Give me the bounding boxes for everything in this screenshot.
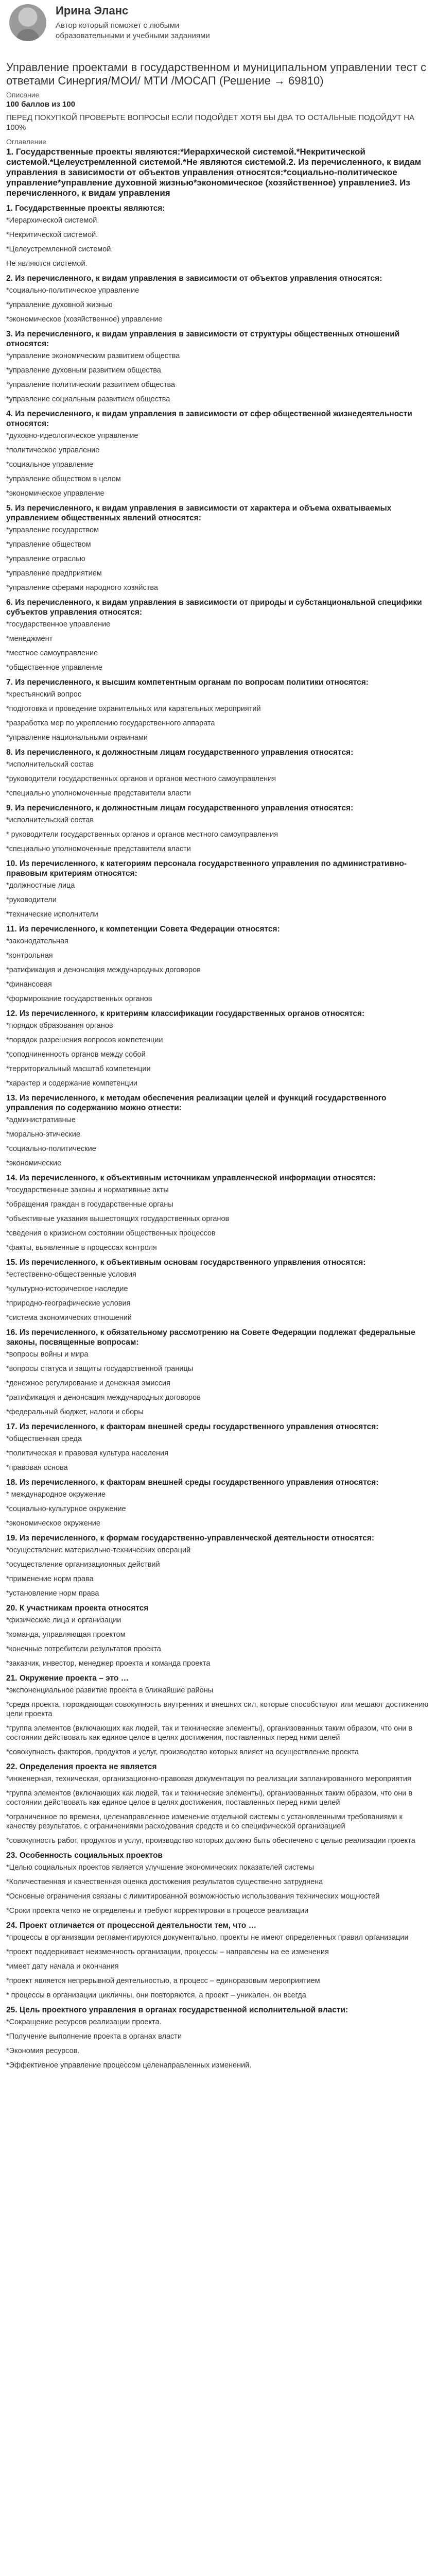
answer-option: *характер и содержание компетенции [6,1079,137,1088]
answer-option: *Получение выполнение проекта в органах власти [6,2032,182,2041]
answer-option: *управление государством [6,526,99,534]
author-name[interactable]: Ирина Эланс [56,4,129,17]
answer-option: *духовно-идеологическое управление [6,432,138,440]
answer-option: *государственное управление [6,620,111,629]
question-title: 15. Из перечисленного, к объективным основам государственного управления относятся: [6,1258,366,1267]
answer-option: *политическое управление [6,446,100,454]
answer-option: *ратификация и денонсация международных договоров [6,966,201,974]
question-item [6,1258,430,1323]
question-title: 25. Цель проектного управления в органах государственной исполнительной власти: [6,2006,348,2014]
answer-option: *экономическое управление [6,489,104,498]
question-title: 17. Из перечисленного, к факторам внешней среды государственного управления относятся: [6,1422,379,1431]
question-item [6,748,430,798]
question-title: 23. Особенность социальных проектов [6,1851,163,1860]
answer-option: *общественное управление [6,664,102,672]
question-item [6,409,430,498]
answer-option: *менеджмент [6,635,53,643]
question-item [6,1673,430,1757]
answer-option: *федеральный бюджет, налоги и сборы [6,1408,144,1416]
answer-option: *финансовая [6,980,52,989]
answer-option: *административные [6,1116,76,1124]
answer-option: *естественно-общественные условия [6,1270,136,1279]
answer-option: *управление отраслью [6,555,85,563]
answer-option: *контрольная [6,952,53,960]
question-item [6,803,430,854]
answer-option: *имеет дату начала и окончания [6,1962,119,1971]
author-description: Автор который поможет с любыми образовательными и учебными заданиями [56,21,210,40]
question-item [6,1851,430,1916]
question-item [6,1762,430,1845]
answer-option: *вопросы статуса и защиты государственной границы [6,1365,194,1373]
product-title: Управление проектами в государственном и муниципальном управлении тест с ответами Синергия/МОИ/ МТИ /МОСАП (Решение → 69810) [6,61,427,87]
question-title: 6. Из перечисленного, к видам управления в зависимости от природы и субстанциональной специфики субъектов управления относятся: [6,598,422,617]
question-title: 11. Из перечисленного, к компетенции Совета Федерации относятся: [6,925,280,934]
answer-option: *управление политическим развитием общества [6,381,176,389]
question-title: 1. Государственные проекты являются: [6,204,165,213]
question-title: 24. Проект отличается от процессной деятельности тем, что … [6,1921,257,1930]
question-item [6,1921,430,2000]
answer-option: *экономические [6,1159,62,1167]
answer-option: *крестьянский вопрос [6,690,82,699]
answer-option: *руководители [6,896,57,904]
answer-option: *применение норм права [6,1575,94,1583]
answer-option: *вопросы войны и мира [6,1350,89,1359]
answer-option: *разработка мер по укреплению государственного аппарата [6,719,215,727]
answer-option: *исполнительский состав [6,760,94,769]
question-item [6,1009,430,1088]
answer-option: *формирование государственных органов [6,995,152,1003]
answer-option: *правовая основа [6,1464,68,1472]
question-item [6,859,430,919]
answer-option: *обращения граждан в государственные органы [6,1200,173,1209]
question-item [6,2005,430,2070]
answer-option: *законодательная [6,937,68,945]
question-title: 2. Из перечисленного, к видам управления в зависимости от объектов управления относятся: [6,274,382,283]
answer-option: * процессы в организации цикличны, они повторяются, а проект – уникален, он всегда [6,1991,306,1999]
question-title: 8. Из перечисленного, к должностным лицам государственного управления относятся: [6,748,354,757]
question-item [6,274,430,324]
question-item [6,1603,430,1668]
answer-option: * руководители государственных органов и органов местного самоуправления [6,831,278,839]
question-title: 12. Из перечисленного, к критериям классификации государственных органов относятся: [6,1009,365,1018]
answer-option: *социально-политическое управление [6,286,139,295]
author-avatar[interactable] [9,4,46,41]
question-item [6,329,430,404]
question-title: 9. Из перечисленного, к должностным лицам государственного управления относятся: [6,804,354,812]
answer-option: *команда, управляющая проектом [6,1631,126,1639]
toc-text: 1. Государственные проекты являются:*Иерархической системой.*Некритической системой.*Целеустремленной системой.*Не являются системой.2. Из перечисленного, к видам управления в зависимости от объектов управления относятся:*социально-политическое управление*управление духовной жизнью*экономическое (хозяйственное) управление3. Из перечисленного, к видам управления [6,147,422,198]
answer-option: *факты, выявленные в процессах контроля [6,1244,157,1252]
answer-option: *управление социальным развитием общества [6,395,170,403]
answer-option: *соподчиненность органов между собой [6,1050,146,1059]
answer-option: *политическая и правовая культура населения [6,1449,168,1458]
question-item [6,1533,430,1598]
question-title: 3. Из перечисленного, к видам управления в зависимости от структуры общественных отношений относятся: [6,330,400,348]
answer-option: *осуществление материально-технических операций [6,1546,191,1554]
toc-label: Оглавление [6,138,47,146]
question-item [6,1422,430,1472]
answer-option: *общественная среда [6,1435,82,1443]
answer-option: *управление национальными окраинами [6,734,148,742]
question-title: 16. Из перечисленного, к обязательному рассмотрению на Совете Федерации подлежат федеральные законы, посвященные вопросам: [6,1328,415,1347]
question-title: 10. Из перечисленного, к категориям персонала государственного управления по административно-правовым критериям относятся: [6,859,407,878]
answer-option: *социально-политические [6,1145,96,1153]
question-title: 22. Определения проекта не является [6,1762,157,1771]
question-title: 19. Из перечисленного, к формам государственно-управленческой деятельности относятся: [6,1534,375,1543]
answer-option: Не являются системой. [6,260,88,268]
answer-option: *порядок образования органов [6,1022,113,1030]
question-item [6,598,430,672]
answer-option: *Экономия ресурсов. [6,2047,80,2055]
question-title: 18. Из перечисленного, к факторам внешней среды государственного управления относятся: [6,1478,379,1487]
answer-option: *осуществление организационных действий [6,1561,160,1569]
answer-option: *территориальный масштаб компетенции [6,1065,151,1073]
answer-option: *конечные потребители результатов проекта [6,1645,161,1653]
answer-option: *природно-географические условия [6,1299,131,1308]
answer-option: *специально уполномоченные представители власти [6,845,191,853]
answer-option: *руководители государственных органов и органов местного самоуправления [6,775,276,783]
question-title: 4. Из перечисленного, к видам управления в зависимости от сфер общественной жизнедеятельности относятся: [6,410,412,428]
question-item [6,1478,430,1528]
answer-option: *Сокращение ресурсов реализации проекта. [6,2018,162,2026]
answer-option: *совокупность работ, продуктов и услуг, производство которых должно быть обеспечено с целью реализации проекта [6,1837,415,1845]
answer-option: *управление предприятием [6,569,102,578]
description-label: Описание [6,91,40,99]
answer-option: *объективные указания вышестоящих государственных органов [6,1215,230,1223]
answer-option: *среда проекта, порождающая совокупность внутренних и внешних сил, которые способствуют или мешают достижению цели проекта [6,1701,429,1718]
answer-option: *система экономических отношений [6,1314,132,1322]
answer-option: *управление духовной жизнью [6,301,113,309]
answer-option: *культурно-историческое наследие [6,1285,128,1293]
answer-option: *совокупность факторов, продуктов и услуг, производство которых влияет на осуществление проекта [6,1748,359,1756]
answer-option: *группа элементов (включающих как людей, так и технические элементы), организованных таким образом, что они в состоянии действовать как единое целое в целях достижения, поставленных перед ними целей [6,1789,413,1807]
answer-option: * международное окружение [6,1490,106,1499]
answer-option: *технические исполнители [6,910,98,919]
question-item [6,1173,430,1252]
answer-option: *проект поддерживает неизменность организации, процессы – направлены на ее изменения [6,1948,329,1956]
answer-option: *специально уполномоченные представители власти [6,789,191,798]
answer-option: *Количественная и качественная оценка достижения результатов существенно затруднена [6,1878,323,1886]
answer-option: *Сроки проекта четко не определены и требуют корректировки в процессе реализации [6,1907,309,1915]
answer-option: *проект является непрерывной деятельностью, а процесс – единоразовым мероприятием [6,1977,320,1985]
score-text: 100 баллов из 100 [6,100,76,109]
answer-option: *группа элементов (включающих как людей, так и технические элементы), организованных таким образом, что они в состоянии действовать как единое целое в целях достижения, поставленных перед ними целей [6,1724,413,1742]
question-title: 14. Из перечисленного, к объективным источникам управленческой информации относятся: [6,1174,376,1182]
answer-option: *подготовка и проведение охранительных или карательных мероприятий [6,705,261,713]
author-header [0,0,436,57]
answer-option: *процессы в организации регламентируются документально, проекты не имеют определенных правил организации [6,1934,409,1942]
question-title: 5. Из перечисленного, к видам управления в зависимости от характера и объема охватываемых управлением общественных явлений относятся: [6,504,392,522]
answer-option: *сведения о кризисном состоянии общественных процессов [6,1229,216,1238]
question-title: 13. Из перечисленного, к методам обеспечения реализации целей и функций государственного управления по содержанию можно отнести: [6,1094,387,1112]
answer-option: *инженерная, техническая, организационно-правовая документация по реализации запланированного мероприятия [6,1775,411,1783]
answer-option: *ограниченное по времени, целенаправленное изменение отдельной системы с установленными требованиями к качеству результатов, с ограничениями расходования средств и со специфической организацией [6,1813,403,1831]
answer-option: *исполнительский состав [6,816,94,824]
notice-text: ПЕРЕД ПОКУПКОЙ ПРОВЕРЬТЕ ВОПРОСЫ! ЕСЛИ ПОДОЙДЕТ ХОТЯ БЫ ДВА ТО ОСТАЛЬНЫЕ ПОДОЙДУТ НА 100% [6,113,415,132]
answer-option: *управление духовным развитием общества [6,366,161,375]
question-item [6,1093,430,1168]
question-item [6,503,430,592]
question-item [6,204,430,268]
answer-option: *экономическое окружение [6,1519,100,1528]
answer-option: *Эффективное управление процессом целенаправленных изменений. [6,2061,252,2070]
answer-option: *Основные ограничения связаны с лимитированной возможностью использования технических мощностей [6,1892,380,1901]
question-title: 20. К участникам проекта относятся [6,1604,149,1613]
answer-option: *местное самоуправление [6,649,98,657]
questions-list [6,204,430,2070]
question-item [6,677,430,742]
answer-option: *ратификация и денонсация международных договоров [6,1394,201,1402]
answer-option: *экспоненциальное развитие проекта в ближайшие районы [6,1686,214,1694]
answer-option: *денежное регулирование и денежная эмиссия [6,1379,170,1387]
answer-option: *физические лица и организации [6,1616,121,1624]
answer-option: *порядок разрешения вопросов компетенции [6,1036,163,1044]
question-title: 7. Из перечисленного, к высшим компетентным органам по вопросам политики относятся: [6,678,369,687]
answer-option: *социально-культурное окружение [6,1505,126,1513]
answer-option: *установление норм права [6,1589,99,1598]
answer-option: *Целеустремленной системой. [6,245,113,253]
answer-option: *управление обществом в целом [6,475,121,483]
answer-option: *управление сферами народного хозяйства [6,584,158,592]
answer-option: *государственные законы и нормативные акты [6,1186,169,1194]
question-item [6,924,430,1004]
answer-option: *Некритической системой. [6,231,98,239]
answer-option: *должностные лица [6,882,75,890]
answer-option: *заказчик, инвестор, менеджер проекта и команда проекта [6,1659,211,1668]
answer-option: *Иерархической системой. [6,216,99,225]
answer-option: *экономическое (хозяйственное) управление [6,315,163,324]
question-item [6,1328,430,1417]
answer-option: *управление экономическим развитием общества [6,352,180,360]
answer-option: *морально-этические [6,1130,80,1139]
answer-option: *социальное управление [6,461,94,469]
answer-option: *Целью социальных проектов является улучшение экономических показателей системы [6,1863,315,1872]
question-title: 21. Окружение проекта – это … [6,1674,129,1683]
answer-option: *управление обществом [6,540,91,549]
product-content [6,61,430,2075]
